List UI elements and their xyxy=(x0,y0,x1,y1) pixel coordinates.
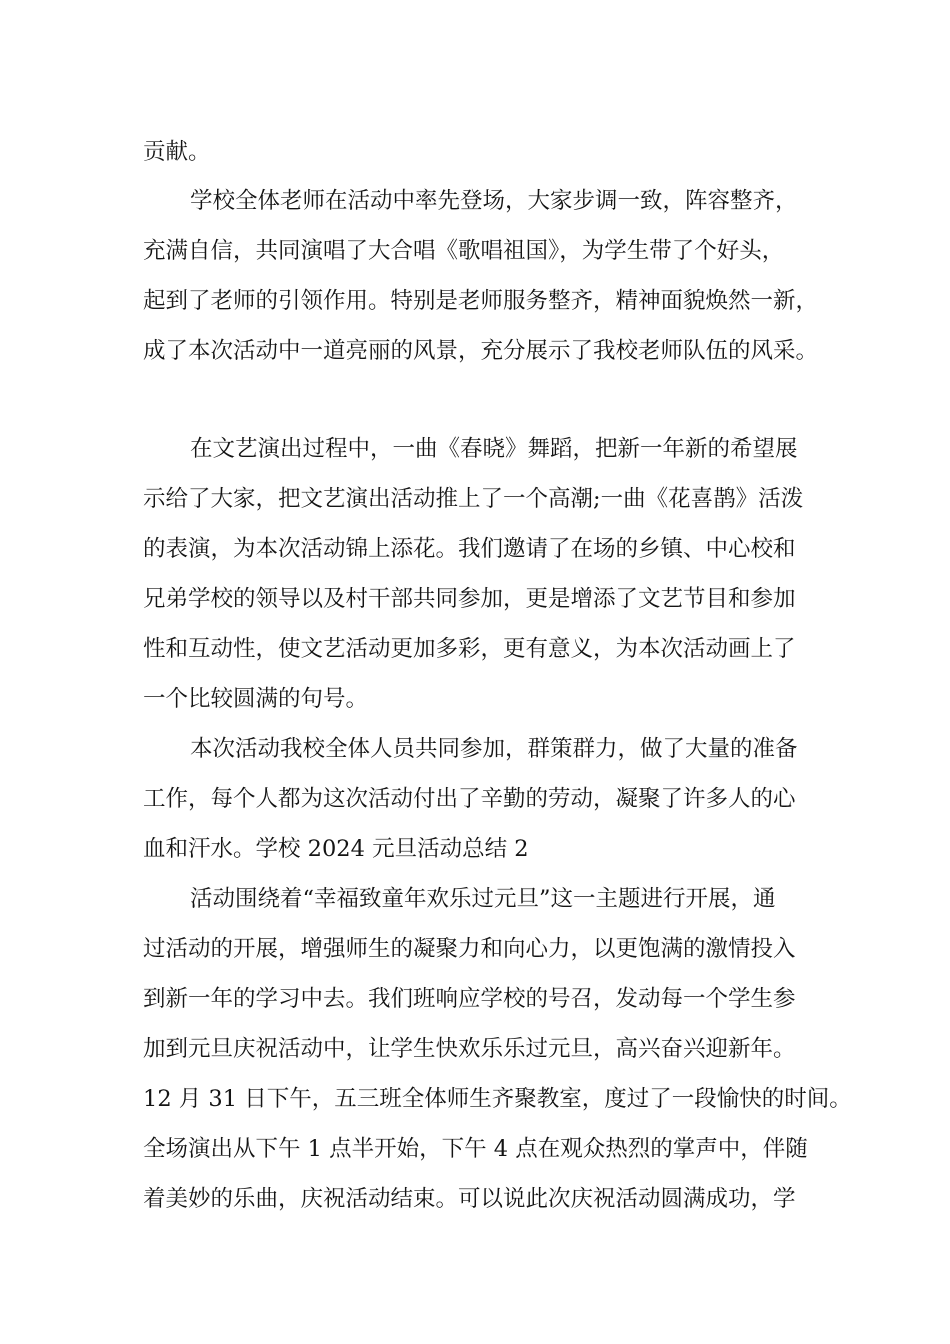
text-line: 性和互动性，使文艺活动更加多彩，更有意义，为本次活动画上了 xyxy=(143,636,796,662)
text-line: 12 月 31 日下午，五三班全体师生齐聚教室，度过了一段愉快的时间。 xyxy=(143,1086,852,1112)
text-line: 加到元旦庆祝活动中，让学生快欢乐乐过元旦，高兴奋兴迎新年。 xyxy=(143,1036,796,1062)
text-line: 贡献。 xyxy=(143,139,211,165)
text-line: 活动围绕着“幸福致童年欢乐过元旦”这一主题进行开展，通 xyxy=(190,886,776,912)
text-line: 工作，每个人都为这次活动付出了辛勤的劳动，凝聚了许多人的心 xyxy=(143,786,796,812)
text-line: 起到了老师的引领作用。特别是老师服务整齐，精神面貌焕然一新， xyxy=(143,288,819,314)
text-line: 的表演，为本次活动锦上添花。我们邀请了在场的乡镇、中心校和 xyxy=(143,536,796,562)
text-line: 着美妙的乐曲，庆祝活动结束。可以说此次庆祝活动圆满成功，学 xyxy=(143,1186,796,1212)
text-line: 到新一年的学习中去。我们班响应学校的号召，发动每一个学生参 xyxy=(143,986,796,1012)
text-line: 全场演出从下午 1 点半开始，下午 4 点在观众热烈的掌声中，伴随 xyxy=(143,1136,808,1162)
text-line: 血和汗水。学校 2024 元旦活动总结 2 xyxy=(143,836,529,862)
text-line: 兄弟学校的领导以及村干部共同参加，更是增添了文艺节目和参加 xyxy=(143,586,796,612)
text-line: 学校全体老师在活动中率先登场，大家步调一致，阵容整齐， xyxy=(190,188,798,214)
text-line: 过活动的开展，增强师生的凝聚力和向心力，以更饱满的激情投入 xyxy=(143,936,796,962)
text-line: 在文艺演出过程中，一曲《春晓》舞蹈，把新一年新的希望展 xyxy=(190,436,798,462)
text-line: 本次活动我校全体人员共同参加，群策群力，做了大量的准备 xyxy=(190,736,798,762)
text-line: 成了本次活动中一道亮丽的风景，充分展示了我校老师队伍的风采。 xyxy=(143,338,819,364)
text-line: 一个比较圆满的句号。 xyxy=(143,686,369,712)
text-line: 充满自信，共同演唱了大合唱《歌唱祖国》，为学生带了个好头， xyxy=(143,238,785,264)
text-line: 示给了大家，把文艺演出活动推上了一个高潮;一曲《花喜鹊》活泼 xyxy=(143,486,804,512)
